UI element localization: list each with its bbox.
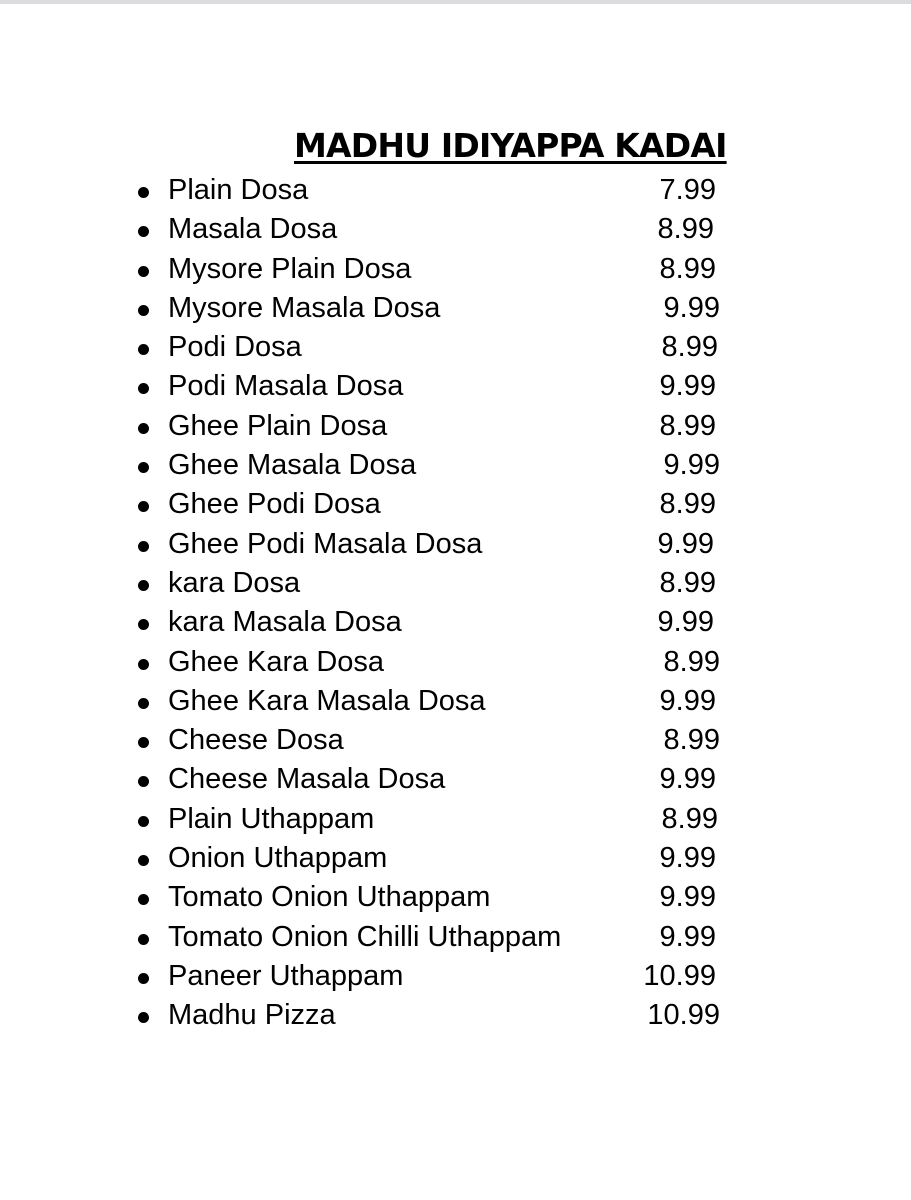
menu-item (0, 564, 911, 603)
bullet-icon (138, 894, 149, 905)
item-name: Ghee Plain Dosa (168, 409, 388, 442)
item-name: Mysore Masala Dosa (168, 291, 441, 324)
item-name: Plain Dosa (168, 174, 309, 206)
menu-item (0, 721, 911, 760)
menu-item (0, 996, 911, 1035)
item-price: 9.99 (659, 920, 716, 953)
menu-item (0, 367, 911, 406)
bullet-icon (138, 580, 149, 591)
item-name: Tomato Onion Chilli Uthappam (168, 920, 562, 953)
item-price: 9.99 (659, 842, 716, 875)
item-price: 8.99 (659, 488, 716, 521)
bullet-icon (138, 1012, 149, 1023)
bullet-icon (138, 462, 149, 473)
menu-item (0, 250, 911, 289)
bullet-icon (138, 305, 149, 316)
menu-item (0, 957, 911, 996)
item-price: 10.99 (647, 999, 720, 1032)
item-name: Ghee Kara Dosa (168, 645, 385, 678)
item-price: 9.99 (657, 527, 714, 560)
menu-item (0, 682, 911, 721)
bullet-icon (138, 383, 149, 394)
bullet-icon (138, 737, 149, 748)
item-name: Madhu Pizza (168, 999, 336, 1032)
menu-item (0, 328, 911, 367)
item-name: Paneer Uthappam (168, 959, 404, 992)
menu-item (0, 525, 911, 564)
bullet-icon (138, 541, 149, 552)
item-name: Mysore Plain Dosa (168, 252, 412, 285)
menu-item (0, 878, 911, 917)
item-name: Ghee Podi Masala Dosa (168, 527, 483, 560)
menu-item (0, 446, 911, 485)
item-price: 9.99 (657, 606, 714, 639)
item-price: 9.99 (663, 291, 720, 324)
item-name: Podi Masala Dosa (168, 370, 404, 403)
bullet-icon (138, 776, 149, 787)
menu-title: MADHU IDIYAPPA KADAI (294, 126, 727, 165)
menu-item (0, 800, 911, 839)
menu-item (0, 643, 911, 682)
item-name: kara Masala Dosa (168, 606, 402, 639)
bullet-icon (138, 816, 149, 827)
item-price: 8.99 (659, 409, 716, 442)
item-price: 9.99 (659, 684, 716, 717)
bullet-icon (138, 619, 149, 630)
bullet-icon (138, 855, 149, 866)
item-price: 8.99 (661, 802, 718, 835)
item-name: Ghee Kara Masala Dosa (168, 684, 486, 717)
menu-item (0, 407, 911, 446)
menu-item (0, 603, 911, 642)
item-name: kara Dosa (168, 566, 301, 599)
item-price: 9.99 (659, 881, 716, 914)
item-price: 8.99 (659, 566, 716, 599)
menu-list (0, 171, 911, 1036)
bullet-icon (138, 973, 149, 984)
item-name: Ghee Podi Dosa (168, 488, 381, 521)
item-price: 9.99 (659, 370, 716, 403)
item-price: 10.99 (643, 959, 716, 992)
item-name: Onion Uthappam (168, 842, 388, 875)
page-top-edge (0, 0, 911, 4)
bullet-icon (138, 344, 149, 355)
bullet-icon (138, 501, 149, 512)
menu-item (0, 760, 911, 799)
item-price: 8.99 (663, 724, 720, 757)
item-name: Masala Dosa (168, 213, 338, 246)
item-name: Tomato Onion Uthappam (168, 881, 491, 914)
menu-item (0, 210, 911, 249)
item-name: Ghee Masala Dosa (168, 449, 417, 482)
item-name: Podi Dosa (168, 331, 302, 364)
bullet-icon (138, 934, 149, 945)
menu-item (0, 918, 911, 957)
bullet-icon (138, 659, 149, 670)
item-price: 7.99 (659, 174, 716, 206)
item-name: Plain Uthappam (168, 802, 375, 835)
menu-item (0, 485, 911, 524)
item-price: 8.99 (657, 213, 714, 246)
bullet-icon (138, 187, 149, 198)
bullet-icon (138, 698, 149, 709)
item-name: Cheese Dosa (168, 724, 344, 757)
menu-item (0, 289, 911, 328)
item-price: 8.99 (659, 252, 716, 285)
item-price: 8.99 (661, 331, 718, 364)
menu-item (0, 171, 911, 210)
item-price: 9.99 (663, 449, 720, 482)
item-price: 8.99 (663, 645, 720, 678)
item-price: 9.99 (659, 763, 716, 796)
menu-item (0, 839, 911, 878)
bullet-icon (138, 226, 149, 237)
bullet-icon (138, 266, 149, 277)
item-name: Cheese Masala Dosa (168, 763, 446, 796)
bullet-icon (138, 423, 149, 434)
